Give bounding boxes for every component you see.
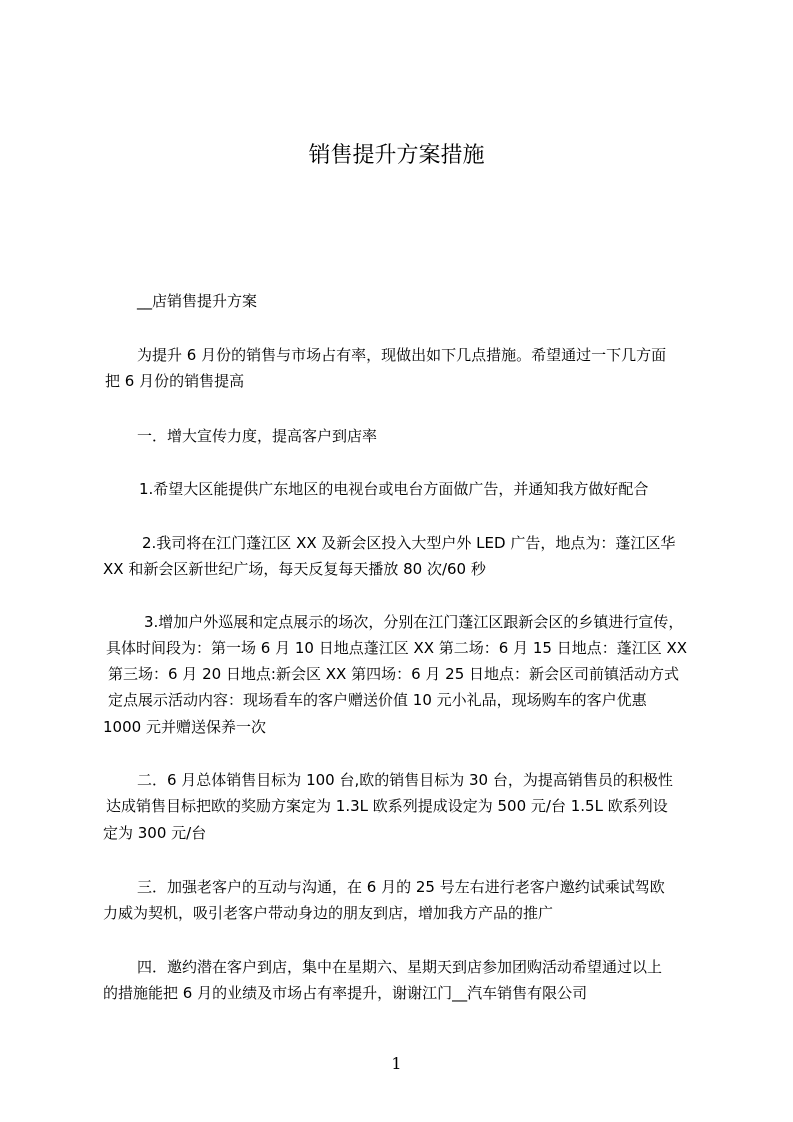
section-4-line-1: 四．邀约潜在客户到店，集中在星期六、星期天到店参加团购活动希望通过以上 — [137, 958, 663, 976]
section-1-heading: 一．增大宣传力度，提高客户到店率 — [137, 427, 378, 445]
section-2-line-2: 达成销售目标把欧的奖励方案定为 1.3L 欧系列提成设定为 500 元/台 1.5L 欧系列设 — [106, 797, 668, 815]
section-2-line-1: 二．6 月总体销售目标为 100 台,欧的销售目标为 30 台，为提高销售员的积极性 — [137, 771, 673, 789]
item-2-line-2: XX 和新会区新世纪广场，每天反复每天播放 80 次/60 秒 — [103, 560, 486, 578]
intro-line-2: 把 6 月份的销售提高 — [105, 372, 245, 390]
item-1-line-1: 1.希望大区能提供广东地区的电视台或电台方面做广告，并通知我方做好配合 — [139, 480, 649, 498]
document-title: 销售提升方案措施 — [308, 143, 485, 168]
item-3-line-4: 定点展示活动内容：现场看车的客户赠送价值 10 元小礼品，现场购车的客户优惠 — [108, 691, 647, 709]
item-3-line-1: 3.增加户外巡展和定点展示的场次，分别在江门蓬江区跟新会区的乡镇进行宣传， — [144, 613, 684, 631]
intro-line-1: 为提升 6 月份的销售与市场占有率，现做出如下几点措施。希望通过一下几方面 — [137, 346, 667, 364]
document-subtitle: __店销售提升方案 — [137, 292, 258, 310]
item-3-line-2: 具体时间段为：第一场 6 月 10 日地点蓬江区 XX 第二场：6 月 15 日地点：蓬江区 XX — [106, 639, 688, 657]
section-2-line-3: 定为 300 元/台 — [103, 824, 207, 842]
item-3-line-3: 第三场：6 月 20 日地点:新会区 XX 第四场：6 月 25 日地点：新会区司前镇活动方式 — [108, 665, 680, 683]
section-3-line-2: 力威为契机，吸引老客户带动身边的朋友到店，增加我方产品的推广 — [103, 904, 554, 922]
section-3-line-1: 三．加强老客户的互动与沟通，在 6 月的 25 号左右进行老客户邀约试乘试驾欧 — [137, 878, 665, 896]
page-number: 1 — [391, 1054, 402, 1073]
item-3-line-5: 1000 元并赠送保养一次 — [103, 718, 266, 736]
item-2-line-1: 2.我司将在江门蓬江区 XX 及新会区投入大型户外 LED 广告，地点为：蓬江区华 — [142, 534, 676, 552]
section-4-line-2: 的措施能把 6 月的业绩及市场占有率提升，谢谢江门__汽车销售有限公司 — [103, 984, 588, 1002]
